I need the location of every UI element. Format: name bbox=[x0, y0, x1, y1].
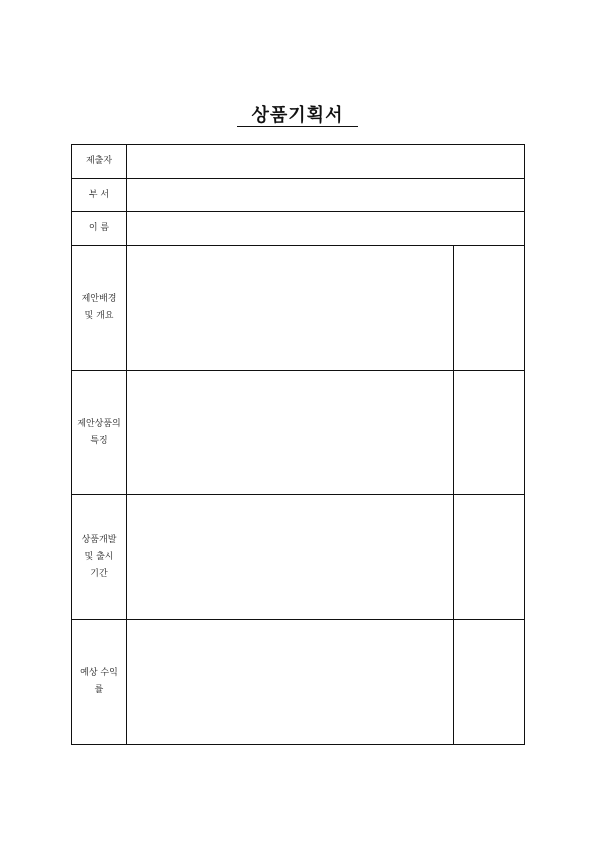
proposal-background-side-cell[interactable] bbox=[454, 246, 524, 370]
product-features-row bbox=[72, 371, 524, 495]
product-features-label: 제안상품의 특징 bbox=[72, 371, 127, 494]
proposal-background-field[interactable] bbox=[127, 246, 454, 370]
submitter-label: 제출자 bbox=[72, 145, 127, 178]
submitter-field[interactable] bbox=[127, 145, 524, 178]
expected-return-field[interactable] bbox=[127, 620, 454, 744]
development-period-row bbox=[72, 495, 524, 620]
expected-return-side-cell[interactable] bbox=[454, 620, 524, 744]
submitter-row bbox=[72, 145, 524, 179]
expected-return-label: 예상 수익 률 bbox=[72, 620, 127, 744]
department-label: 부 서 bbox=[72, 179, 127, 211]
department-row bbox=[72, 179, 524, 212]
planning-form bbox=[71, 144, 525, 745]
title-underline bbox=[237, 126, 358, 127]
expected-return-row bbox=[72, 620, 524, 744]
proposal-background-label: 제안배경 및 개요 bbox=[72, 246, 127, 370]
product-features-side-cell[interactable] bbox=[454, 371, 524, 494]
development-period-field[interactable] bbox=[127, 495, 454, 619]
development-period-label: 상품개발 및 출시 기간 bbox=[72, 495, 127, 619]
product-features-field[interactable] bbox=[127, 371, 454, 494]
name-label: 이 름 bbox=[72, 212, 127, 245]
development-period-side-cell[interactable] bbox=[454, 495, 524, 619]
name-row bbox=[72, 212, 524, 246]
department-field[interactable] bbox=[127, 179, 524, 211]
proposal-background-row bbox=[72, 246, 524, 371]
name-field[interactable] bbox=[127, 212, 524, 245]
document-title: 상품기획서 bbox=[251, 105, 344, 126]
